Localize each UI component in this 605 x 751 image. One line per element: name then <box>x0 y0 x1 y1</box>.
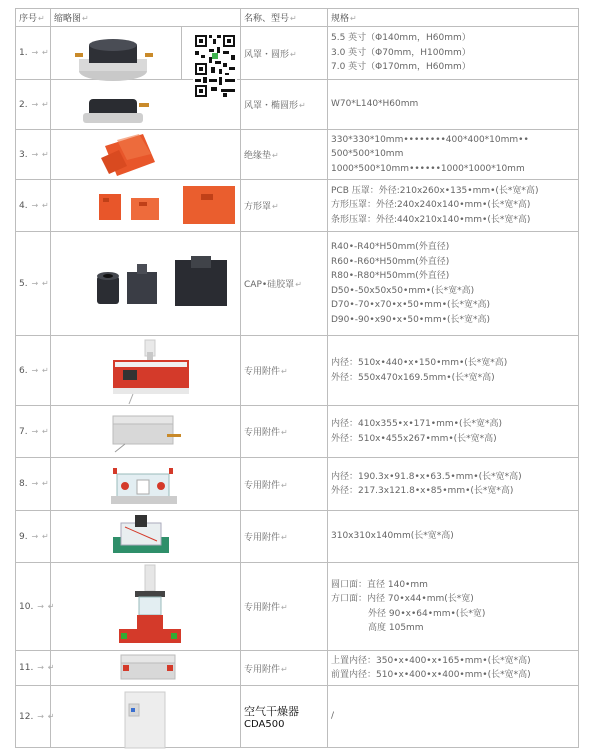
tower-fixture-image <box>111 565 191 649</box>
thumb-cell <box>51 130 241 180</box>
insulation-pad-image <box>99 132 159 178</box>
spec-line: 5.5 英寸（Φ140mm，H60mm） <box>331 33 471 44</box>
row-number: 6. <box>19 365 28 376</box>
spec-line: 7.0 英寸（Φ170mm，H60mm） <box>331 62 471 73</box>
item-model: CDA500 <box>244 719 285 730</box>
qr-code-icon <box>193 33 237 99</box>
spec-line: R40•-R40*H50mm(外直径) <box>331 242 450 252</box>
spec-cell <box>328 686 579 748</box>
name-cell <box>241 458 328 511</box>
header-name <box>241 9 328 27</box>
name-cell <box>241 511 328 563</box>
para-mark: ↵ <box>350 14 357 23</box>
spec-line: 310x310x140mm(长*宽*高) <box>331 531 454 542</box>
header-name-label: 名称、型号 <box>244 14 290 24</box>
seq-cell <box>16 336 51 406</box>
item-name: 专用附件 <box>244 480 281 491</box>
thumb-cell <box>51 406 241 458</box>
seq-cell <box>16 80 51 130</box>
spec-line: 方形压罩：外径:240x240x140•mm•(长*宽*高) <box>331 200 531 211</box>
table-row <box>16 336 579 406</box>
spec-cell <box>328 27 579 80</box>
seq-cell <box>16 232 51 336</box>
row-number: 7. <box>19 426 28 437</box>
header-seq-label: 序号 <box>19 14 38 24</box>
para-mark: ↵ <box>82 14 89 23</box>
spec-line: 330*330*10mm••••••••400*400*10mm•• <box>331 134 529 145</box>
header-row <box>16 9 579 27</box>
para-mark: ↵ <box>281 603 288 612</box>
para-mark: ↵ <box>38 14 45 23</box>
spec-cell <box>328 232 579 336</box>
para-mark: ↵ <box>281 367 288 376</box>
oven-box-image <box>113 653 183 685</box>
table-row <box>16 406 579 458</box>
spec-line: 上置内径：350•x•400•x•165•mm•(长*宽*高) <box>331 655 531 666</box>
row-number: 4. <box>19 200 28 211</box>
para-mark: ↵ <box>47 711 55 721</box>
clear-box-image <box>103 462 183 508</box>
thumb-cell <box>51 511 241 563</box>
para-mark: ↵ <box>42 99 49 109</box>
seq-cell <box>16 458 51 511</box>
arrow-mark: → <box>37 711 44 721</box>
header-thumb <box>51 9 241 27</box>
arrow-mark: → <box>31 200 39 210</box>
seq-cell <box>16 406 51 458</box>
para-mark: ↵ <box>47 601 55 611</box>
table-row <box>16 511 579 563</box>
spec-line: 500*500*10mm <box>331 149 404 160</box>
thumb-cell <box>51 336 241 406</box>
fixture-box-image <box>103 338 195 404</box>
name-cell <box>241 232 328 336</box>
spec-line: D50•-50x50x50•mm•(长*宽*高) <box>331 285 475 296</box>
seq-cell <box>16 27 51 80</box>
spec-cell <box>328 180 579 232</box>
seq-cell <box>16 130 51 180</box>
spec-cell <box>328 651 579 686</box>
spec-line: PCB 压罩：外径:210x260x•135•mm•(长*宽*高) <box>331 185 539 196</box>
spec-cell <box>328 458 579 511</box>
spec-line: 高度 105mm <box>368 623 424 633</box>
name-cell <box>241 563 328 651</box>
table-row <box>16 180 579 232</box>
table-row <box>16 563 579 651</box>
thumb-cell <box>51 458 241 511</box>
header-spec-label: 规格 <box>331 14 350 24</box>
spec-cell <box>328 511 579 563</box>
para-mark: ↵ <box>42 426 49 436</box>
spec-cell <box>328 406 579 458</box>
para-mark: ↵ <box>299 101 306 110</box>
para-mark: ↵ <box>42 149 49 159</box>
header-seq <box>16 9 51 27</box>
item-name: 专用附件 <box>244 664 281 675</box>
square-hood-image <box>95 186 241 228</box>
para-mark: ↵ <box>272 202 279 211</box>
name-cell <box>241 27 328 80</box>
spec-line: 3.0 英寸（Φ70mm，H100mm） <box>331 47 471 58</box>
seq-cell <box>16 180 51 232</box>
arrow-mark: → <box>37 601 44 611</box>
name-cell <box>241 651 328 686</box>
spec-line: 内径：510x•440•x•150•mm•(长*宽*高) <box>331 358 508 368</box>
item-name: 专用附件 <box>244 367 281 377</box>
item-name: 风罩・圆形 <box>244 49 290 60</box>
para-mark: ↵ <box>272 151 279 160</box>
green-base-image <box>103 513 179 561</box>
spec-line: 外径：550x470x169.5mm•(长*宽*高) <box>331 372 495 383</box>
thumb-cell <box>51 232 241 336</box>
arrow-mark: → <box>31 278 39 288</box>
arrow-mark: → <box>31 149 39 159</box>
seq-cell <box>16 511 51 563</box>
table-row <box>16 232 579 336</box>
arrow-mark: → <box>37 663 44 672</box>
spec-line: D90•-90•x90•x•50•mm•(长*宽*高) <box>331 314 491 325</box>
spec-cell <box>328 80 579 130</box>
spec-line: 前置内径：510•x•400•x•400•mm•(长*宽*高) <box>331 670 531 680</box>
item-name: 专用附件 <box>244 533 281 543</box>
seq-cell <box>16 563 55 651</box>
para-mark: ↵ <box>42 531 49 541</box>
spec-line: 方口面：内径 70•x44•mm(长*宽) <box>331 594 474 604</box>
spec-line: 内径：410x355•x•171•mm•(长*宽*高) <box>331 419 502 429</box>
row-number: 9. <box>19 531 28 542</box>
spec-line: 内径：190.3x•91.8•x•63.5•mm•(长*宽*高) <box>331 471 522 482</box>
name-cell <box>241 180 328 232</box>
para-mark: ↵ <box>42 365 49 375</box>
spec-line: W70*L140*H60mm <box>331 99 419 110</box>
name-cell <box>241 686 328 748</box>
row-number: 1. <box>19 48 28 58</box>
seq-cell <box>16 651 55 686</box>
arrow-mark: → <box>31 365 39 375</box>
spec-line: 1000*500*10mm••••••1000*1000*10mm <box>331 163 525 174</box>
thumb-cell <box>51 563 241 651</box>
name-cell <box>241 336 328 406</box>
item-name: 风罩・椭圆形 <box>244 101 299 111</box>
arrow-mark: → <box>31 479 39 488</box>
row-number: 11. <box>19 663 34 673</box>
thumb-cell <box>51 651 241 686</box>
row-number: 2. <box>19 99 28 110</box>
spec-cell <box>328 130 579 180</box>
para-mark: ↵ <box>281 480 288 490</box>
arrow-mark: → <box>31 48 39 57</box>
air-dryer-image <box>119 690 179 748</box>
thumb-cell <box>51 686 241 748</box>
header-spec <box>328 9 579 27</box>
seq-cell <box>16 686 55 748</box>
arrow-mark: → <box>31 531 39 541</box>
item-name: 专用附件 <box>244 603 281 613</box>
row-number: 3. <box>19 149 28 160</box>
spec-line: 外径 90•x•64•mm•(长*宽) <box>368 608 486 619</box>
thumb-cell <box>51 180 241 232</box>
spec-line: 外径：510x•455x267•mm•(长*宽*高) <box>331 433 497 444</box>
spec-line: R80•-R80*H50mm(外直径) <box>331 271 450 281</box>
para-mark: ↵ <box>290 14 297 23</box>
para-mark: ↵ <box>281 428 288 437</box>
spec-line: 外径：217.3x121.8•x•85•mm•(长*宽*高) <box>331 486 514 496</box>
para-mark: ↵ <box>42 48 49 57</box>
round-hood-image <box>53 31 181 129</box>
row-number: 5. <box>19 278 28 289</box>
spec-cell <box>328 336 579 406</box>
spec-cell <box>328 563 579 651</box>
spec-line: D70•-70•x70•x•50•mm•(长*宽*高) <box>331 300 491 310</box>
para-mark: ↵ <box>290 49 297 59</box>
para-mark: ↵ <box>42 479 49 488</box>
para-mark: ↵ <box>47 663 55 672</box>
table-row <box>16 651 579 686</box>
item-name: 空气干燥器 <box>244 705 299 718</box>
spec-line: 圆口面：直径 140•mm <box>331 579 428 590</box>
item-name: 方形罩 <box>244 202 272 212</box>
row-number: 12. <box>19 711 34 722</box>
spec-line: / <box>331 711 335 722</box>
silicone-cap-image <box>93 256 241 310</box>
para-mark: ↵ <box>281 664 288 674</box>
table-row <box>16 130 579 180</box>
para-mark: ↵ <box>295 280 302 289</box>
item-name: 绝缘垫 <box>244 151 272 161</box>
table-row <box>16 27 579 80</box>
item-name: CAP•硅胶罩 <box>244 280 295 290</box>
thumb-cell <box>51 27 241 80</box>
table-row <box>16 686 579 748</box>
para-mark: ↵ <box>42 200 49 210</box>
row-number: 10. <box>19 601 34 612</box>
name-cell <box>241 80 328 130</box>
arrow-mark: → <box>31 426 39 436</box>
header-thumb-label: 缩略图 <box>54 14 82 24</box>
row-number: 8. <box>19 479 28 489</box>
spec-table <box>15 8 579 748</box>
spec-line: R60•-R60*H50mm(外直径) <box>331 256 450 267</box>
arrow-mark: → <box>31 99 39 109</box>
name-cell <box>241 406 328 458</box>
para-mark: ↵ <box>281 533 288 542</box>
spec-line: 条形压罩：外径:440x210x140•mm•(长*宽*高) <box>331 214 531 225</box>
metal-box-image <box>105 410 185 454</box>
name-cell <box>241 130 328 180</box>
item-name: 专用附件 <box>244 428 281 438</box>
table-row <box>16 458 579 511</box>
para-mark: ↵ <box>42 278 49 288</box>
